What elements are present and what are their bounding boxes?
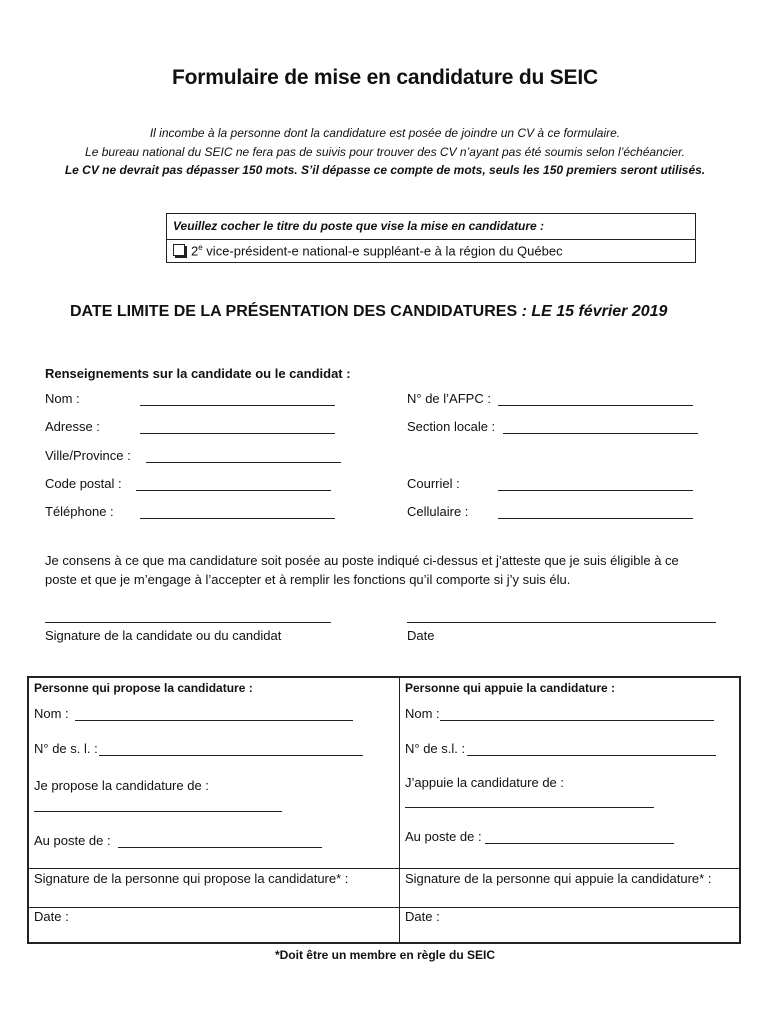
post-selection-header: Veuillez cocher le titre du poste que vise la mise en candidature :	[173, 219, 545, 233]
candidate-phone-field[interactable]	[140, 518, 335, 519]
candidate-name-label: Nom :	[45, 391, 80, 406]
seconder-local-field[interactable]	[467, 755, 716, 756]
candidate-phone-label: Téléphone :	[45, 504, 114, 519]
proposer-post-label: Au poste de :	[34, 833, 111, 848]
candidate-address-field[interactable]	[140, 433, 335, 434]
footnote: *Doit être un membre en règle du SEIC	[274, 948, 496, 962]
deadline-label: DATE LIMITE DE LA PRÉSENTATION DES CANDIDATURES	[70, 303, 518, 320]
candidate-local-label: Section locale :	[407, 419, 496, 434]
candidate-postal-field[interactable]	[136, 490, 331, 491]
candidate-city-label: Ville/Province :	[45, 448, 131, 463]
proposer-name-label: Nom :	[34, 706, 69, 721]
seconder-heading: Personne qui appuie la candidature :	[405, 681, 616, 695]
candidate-local-field[interactable]	[503, 433, 698, 434]
seconder-post-field[interactable]	[485, 843, 674, 844]
seconder-candidate-label: J’appuie la candidature de :	[405, 775, 565, 790]
candidate-signature-label: Signature de la candidate ou du candidat	[45, 628, 282, 643]
candidate-name-field[interactable]	[140, 405, 335, 406]
seconder-name-label: Nom :	[405, 706, 440, 721]
proposer-candidate-field[interactable]	[34, 811, 282, 812]
consent-text	[45, 551, 725, 589]
post-option-number: 2	[191, 243, 199, 259]
proposer-post-field[interactable]	[118, 847, 322, 848]
table-row-divider-1	[29, 868, 739, 869]
proposer-heading: Personne qui propose la candidature :	[34, 681, 253, 695]
intro-line-2: Le bureau national du SEIC ne fera pas de suivis pour trouver des CV n’ayant pas été soumis selon l’échéancier.	[85, 145, 685, 159]
candidate-date-field[interactable]	[407, 622, 716, 623]
candidate-email-label: Courriel :	[407, 476, 460, 491]
post-option-label: vice-président-e national-e suppléant-e à la région du Québec	[202, 243, 563, 259]
candidate-postal-label: Code postal :	[45, 476, 122, 491]
candidate-cell-field[interactable]	[498, 518, 693, 519]
table-row-divider-2	[29, 907, 739, 908]
post-selection-header-row	[167, 214, 695, 240]
candidate-email-field[interactable]	[498, 490, 693, 491]
proposer-local-label: N° de s. l. :	[34, 741, 98, 756]
seconder-date-label: Date :	[405, 909, 440, 924]
post-selection-box	[166, 213, 696, 263]
intro-line-1: Il incombe à la personne dont la candidature est posée de joindre un CV à ce formulaire.	[149, 126, 621, 140]
proposer-candidate-label: Je propose la candidature de :	[34, 778, 209, 793]
candidate-afpc-label: N° de l’AFPC :	[407, 391, 491, 406]
candidate-date-label: Date	[407, 628, 435, 643]
post-option-ordinal: e	[198, 243, 203, 252]
proposer-name-field[interactable]	[75, 720, 353, 721]
seconder-candidate-field[interactable]	[405, 807, 654, 808]
seconder-local-label: N° de s.l. :	[405, 741, 466, 756]
seconder-signature-label: Signature de la personne qui appuie la candidature* :	[405, 871, 712, 886]
consent-line-1: Je consens à ce que ma candidature soit posée au poste indiqué ci-dessus et j’atteste que je suis éligible à ce	[45, 553, 679, 568]
deadline	[70, 303, 667, 321]
candidate-signature-field[interactable]	[45, 622, 331, 623]
post-option-checkbox[interactable]	[173, 244, 185, 256]
seconder-name-field[interactable]	[440, 720, 714, 721]
nomination-table	[27, 676, 741, 944]
table-column-divider	[399, 678, 400, 942]
proposer-local-field[interactable]	[99, 755, 363, 756]
proposer-date-label: Date :	[34, 909, 69, 924]
seconder-post-label: Au poste de :	[405, 829, 482, 844]
consent-line-2: poste et que je m’engage à l’accepter et à remplir les fonctions qu’il comporte si j’y suis élu.	[45, 572, 571, 587]
deadline-date: : LE 15 février 2019	[517, 303, 668, 320]
candidate-cell-label: Cellulaire :	[407, 504, 469, 519]
candidate-afpc-field[interactable]	[498, 405, 693, 406]
candidate-info-heading: Renseignements sur la candidate ou le candidat :	[45, 366, 351, 381]
form-title: Formulaire de mise en candidature du SEIC	[172, 66, 598, 89]
candidate-address-label: Adresse :	[45, 419, 100, 434]
post-option-row[interactable]	[173, 243, 563, 258]
proposer-signature-label: Signature de la personne qui propose la candidature* :	[34, 871, 349, 886]
candidate-city-field[interactable]	[146, 462, 341, 463]
intro-line-3: Le CV ne devrait pas dépasser 150 mots. S’il dépasse ce compte de mots, seuls les 150 premiers seront utilisés.	[64, 163, 706, 177]
